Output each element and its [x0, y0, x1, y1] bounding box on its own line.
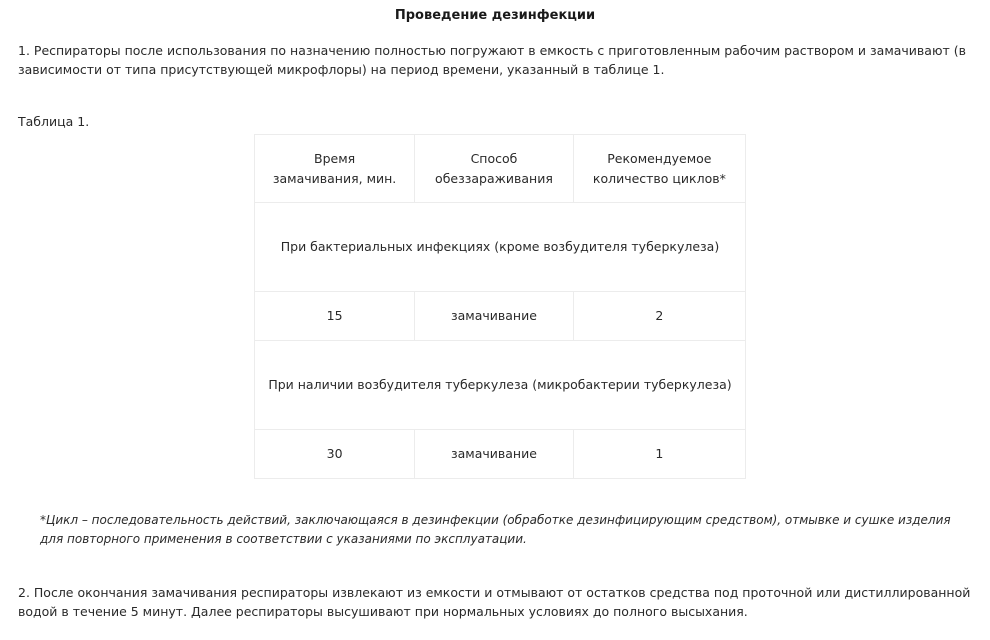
table-section-row: [255, 341, 746, 430]
section-label: При наличии возбудителя туберкулеза (микробактерии туберкулеза): [255, 341, 746, 430]
cell-cycles: 1: [573, 430, 745, 479]
table-caption: Таблица 1.: [18, 114, 90, 129]
cell-method: замачивание: [415, 430, 574, 479]
cell-method: замачивание: [415, 292, 574, 341]
footnote: [40, 511, 985, 549]
footnote-line: *Цикл – последовательность действий, заключающаяся в дезинфекции (обработке дезинфицирующим средством), отмывке и сушке изделия: [40, 513, 951, 527]
header-method: [415, 135, 574, 203]
table-row: [255, 430, 746, 479]
document-title: Проведение дезинфекции: [394, 8, 596, 23]
section-label: При бактериальных инфекциях (кроме возбудителя туберкулеза): [255, 203, 746, 292]
header-line: обеззараживания: [435, 170, 553, 186]
header-line: Рекомендуемое: [607, 150, 712, 166]
table-section-row: [255, 203, 746, 292]
disinfection-table: [254, 134, 746, 479]
cell-soak-time: 15: [255, 292, 415, 341]
cell-cycles: 2: [573, 292, 745, 341]
header-line: Время: [314, 150, 356, 166]
header-line: количество циклов*: [592, 170, 726, 186]
paragraph-1: 1. Респираторы после использования по назначению полностью погружают в емкость с приготовленным рабочим раствором и замачивают (в зависимости от типа присутствующей микрофлоры) на период времени, указанный в таблице 1.: [18, 43, 966, 77]
table-row: [255, 292, 746, 341]
cell-soak-time: 30: [255, 430, 415, 479]
header-line: Способ: [470, 150, 518, 166]
footnote-line: для повторного применения в соответствии с указаниями по эксплуатации.: [40, 532, 527, 546]
header-line: замачивания, мин.: [272, 170, 397, 186]
paragraph-2: 2. После окончания замачивания респираторы извлекают из емкости и отмывают от остатков средства под проточной или дистиллированной водой в течение 5 минут. Далее респираторы высушивают при нормальных условиях до полного высыхания.: [18, 585, 971, 619]
header-soak-time: [255, 135, 415, 203]
header-cycles: [573, 135, 745, 203]
table-header-row: [255, 135, 746, 203]
